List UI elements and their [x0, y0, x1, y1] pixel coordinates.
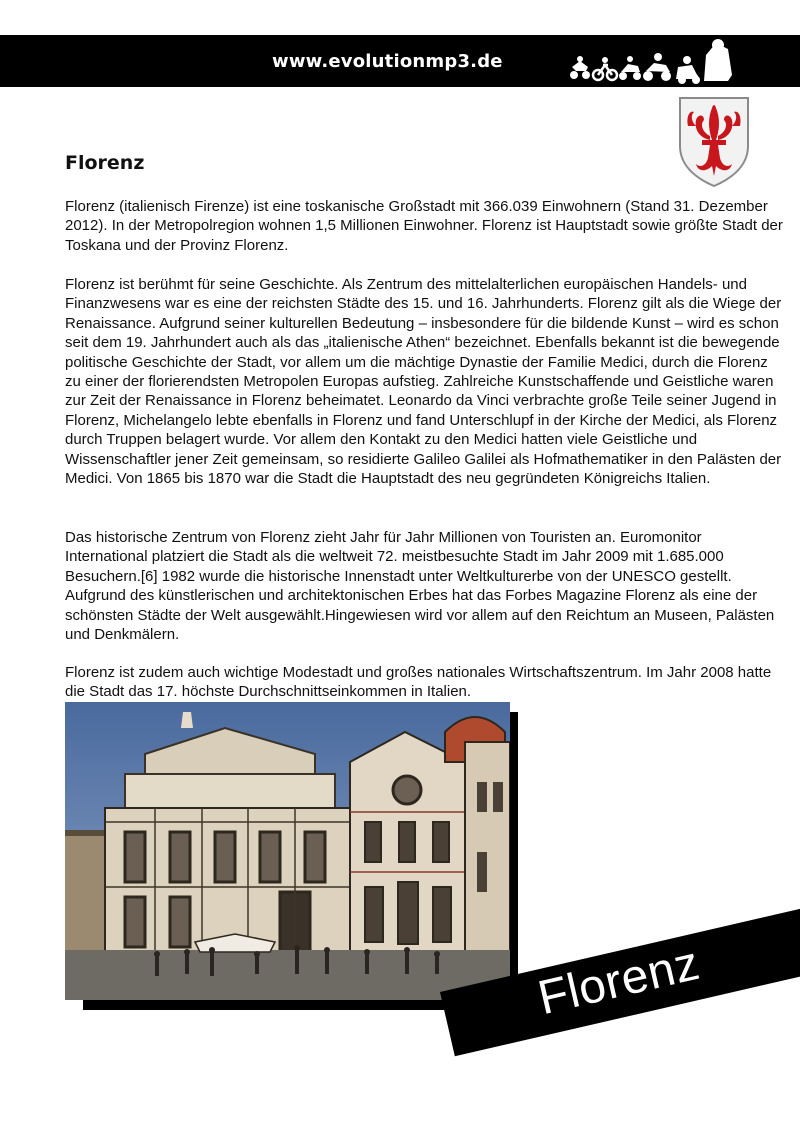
- article-title: Florenz: [65, 152, 145, 174]
- website-url[interactable]: www.evolutionmp3.de: [272, 51, 503, 72]
- florence-baptistery-cathedral-photo: [65, 702, 510, 1000]
- header-bar: [0, 35, 800, 87]
- paragraph-economy: Florenz ist zudem auch wichtige Modestadt und großes nationales Wirtschaftszentrum. Im Jahr 2008 hatte die Stadt das 17. höchste Durchschnittseinkommen in Italien.: [65, 664, 772, 701]
- banner-label: Florenz: [533, 936, 705, 1026]
- vehicles-evolution-icon: [566, 35, 736, 87]
- florence-photo: [65, 702, 510, 1000]
- paragraph-tourism: Das historische Zentrum von Florenz zieht Jahr für Jahr Millionen von Touristen an. Euromonitor International platziert die Stadt als die weltweit 72. meistbesuchte Stadt im Jahr 2009 mit 1.685.000 Besuchern.[6] 1982 wurde die historische Innenstadt unter Weltkulturerbe von der UNESCO gestellt. Aufgrund des künstlerischen und architektonischen Erbes hat das Forbes Magazine Florenz als eine der schönsten Städte der Welt ausgewählt.Hingewiesen wird vor allem auf den Reichtum an Museen, Palästen und Denkmälern.: [65, 529, 775, 644]
- paragraph-intro: Florenz (italienisch Firenze) ist eine toskanische Großstadt mit 366.039 Einwohnern (Stand 31. Dezember 2012). In der Metropolregion wohnen 1,5 Millionen Einwohner. Florenz ist Hauptstadt sowie größte Stadt der Toskana und der Provinz Florenz.: [65, 198, 783, 254]
- florence-fleur-de-lis-crest-icon: [678, 96, 750, 188]
- paragraph-history: Florenz ist berühmt für seine Geschichte. Als Zentrum des mittelalterlichen europäischen Handels- und Finanzwesens war es eine der reichsten Städte des 15. und 16. Jahrhunderts. Florenz gilt als die Wiege der Renaissance. Aufgrund seiner kulturellen Bedeutung – insbesondere für die bildende Kunst – wird es schon seit dem 19. Jahrhundert auch als das „italienische Athen“ bezeichnet. Ebenfalls bekannt ist die bewegende politische Geschichte der Stadt, vor allem um die mächtige Dynastie der Familie Medici, durch die Florenz zu einer der florierendsten Metropolen Europas aufstieg. Zahlreiche Kunstschaffende und Geistliche waren zur Zeit der Renaissance in Florenz beheimatet. Leonardo da Vinci verbrachte große Teile seiner Jugend in Florenz, Michelangelo lebte ebenfalls in Florenz und fand Unterschlupf in der Kirche der Medici, als Florenz durch Truppen belagert wurde. Vor allem den Kontakt zu den Medici hatten viele Geistliche und Wissenschaftler jener Zeit gemeinsam, so residierte Galileo Galilei als Hofmathematiker in den Palästen der Medici. Von 1865 bis 1870 war die Stadt die Hauptstadt des neu gegründeten Königreichs Italien.: [65, 276, 782, 488]
